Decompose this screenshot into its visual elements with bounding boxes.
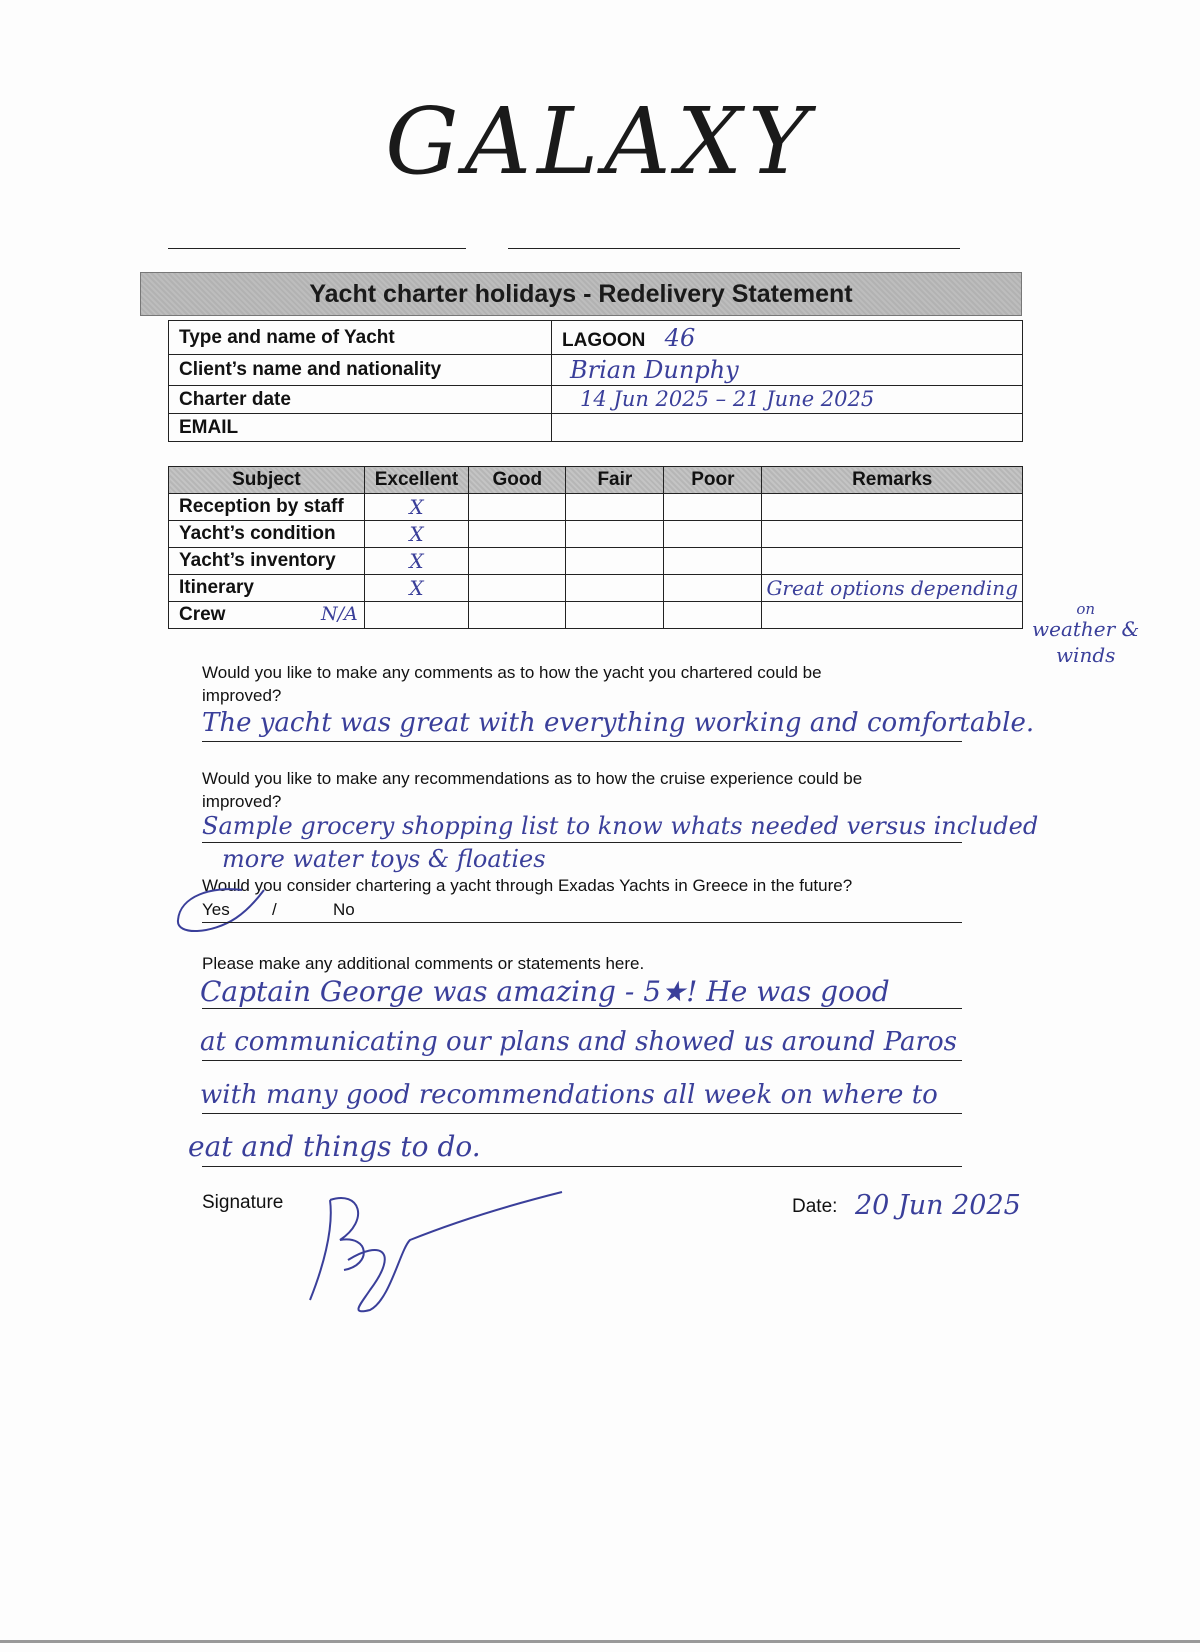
- answer-line: [202, 1008, 962, 1009]
- table-row: [169, 575, 1023, 602]
- scan-edge: [0, 1640, 1200, 1643]
- client-name-label: Client’s name and nationality: [169, 355, 552, 386]
- table-row: [169, 414, 1023, 442]
- remarks-cell: [762, 494, 1023, 521]
- good-mark: [469, 602, 566, 629]
- poor-mark: [664, 494, 762, 521]
- answer-line: [202, 741, 962, 742]
- rating-table: [168, 466, 1023, 629]
- table-row: [169, 521, 1023, 548]
- yacht-type-value: LAGOON 46: [552, 321, 1023, 355]
- comment-line-2: at communicating our plans and showed us around Paros: [200, 1027, 957, 1057]
- subject-cell: Reception by staff: [169, 494, 365, 521]
- email-label: EMAIL: [169, 414, 552, 442]
- galaxy-logo: GALAXY: [385, 88, 815, 195]
- charter-info-table: [168, 320, 1023, 442]
- excellent-mark: X: [364, 548, 468, 575]
- email-value: [552, 414, 1023, 442]
- excellent-mark: [364, 602, 468, 629]
- table-row: [169, 386, 1023, 414]
- remarks-cell: [762, 602, 1023, 629]
- subject-cell: Itinerary: [169, 575, 365, 602]
- table-row: [169, 494, 1023, 521]
- signature-drawing: [300, 1190, 570, 1320]
- fair-mark: [566, 494, 664, 521]
- yes-no-separator: /: [272, 900, 277, 919]
- table-row: [169, 548, 1023, 575]
- question-charter-again: Would you consider chartering a yacht through Exadas Yachts in Greece in the future?: [202, 876, 853, 895]
- fair-mark: [566, 521, 664, 548]
- question-additional-comments: Please make any additional comments or statements here.: [202, 954, 645, 973]
- good-mark: [469, 575, 566, 602]
- date-label: Date:: [792, 1196, 838, 1217]
- divider-line: [508, 248, 960, 249]
- header-subject: Subject: [169, 467, 365, 494]
- yes-circle-mark: [172, 884, 272, 940]
- remarks-margin-note: on weather & winds: [1032, 600, 1140, 667]
- signature-label: Signature: [202, 1192, 284, 1213]
- remarks-cell: [762, 548, 1023, 575]
- header-excellent: Excellent: [364, 467, 468, 494]
- header-good: Good: [469, 467, 566, 494]
- subject-cell: Yacht’s condition: [169, 521, 365, 548]
- comment-line-1: Captain George was amazing - 5★! He was good: [200, 975, 890, 1008]
- table-row: [169, 355, 1023, 386]
- answer-line: [202, 842, 962, 843]
- question-cruise-improve: Would you like to make any recommendations as to how the cruise experience could be improved?: [202, 769, 863, 811]
- fair-mark: [566, 575, 664, 602]
- fair-mark: [566, 548, 664, 575]
- table-row: [169, 321, 1023, 355]
- remarks-cell: Great options depending: [762, 575, 1023, 602]
- answer-line: [202, 1113, 962, 1114]
- subject-cell: Crew N/A: [169, 602, 365, 629]
- table-header-row: [169, 467, 1023, 494]
- header-fair: Fair: [566, 467, 664, 494]
- excellent-mark: X: [364, 494, 468, 521]
- good-mark: [469, 494, 566, 521]
- poor-mark: [664, 602, 762, 629]
- no-label: No: [333, 900, 355, 919]
- yacht-model-handwritten: 46: [664, 323, 696, 352]
- answer-cruise-improve-line2: more water toys & floaties: [222, 845, 546, 873]
- comment-line-4: eat and things to do.: [188, 1130, 481, 1163]
- answer-line: [202, 922, 962, 923]
- client-name-value: [552, 355, 1023, 386]
- question-yacht-improve: Would you like to make any comments as to how the yacht you chartered could be improved?: [202, 663, 822, 705]
- poor-mark: [664, 521, 762, 548]
- subject-cell: Yacht’s inventory: [169, 548, 365, 575]
- comment-line-3: with many good recommendations all week on where to: [200, 1080, 938, 1110]
- yacht-type-label: Type and name of Yacht: [169, 321, 552, 355]
- crew-note-handwritten: N/A: [321, 603, 358, 625]
- yes-label: Yes: [202, 900, 230, 919]
- poor-mark: [664, 575, 762, 602]
- excellent-mark: X: [364, 575, 468, 602]
- client-name-handwritten: Brian Dunphy: [570, 356, 739, 384]
- good-mark: [469, 521, 566, 548]
- fair-mark: [566, 602, 664, 629]
- form-title: Yacht charter holidays - Redelivery Statement: [140, 272, 1022, 316]
- divider-line: [168, 248, 466, 249]
- charter-date-handwritten: 14 Jun 2025 – 21 June 2025: [580, 387, 875, 411]
- answer-cruise-improve-line1: Sample grocery shopping list to know whats needed versus included: [202, 812, 1039, 840]
- good-mark: [469, 548, 566, 575]
- charter-date-label: Charter date: [169, 386, 552, 414]
- remarks-cell: [762, 521, 1023, 548]
- table-row: [169, 602, 1023, 629]
- excellent-mark: X: [364, 521, 468, 548]
- charter-date-value: [552, 386, 1023, 414]
- header-remarks: Remarks: [762, 467, 1023, 494]
- date-handwritten: 20 Jun 2025: [855, 1190, 1021, 1221]
- answer-line: [202, 1166, 962, 1167]
- answer-line: [202, 1060, 962, 1061]
- poor-mark: [664, 548, 762, 575]
- header-poor: Poor: [664, 467, 762, 494]
- answer-yacht-improve: The yacht was great with everything working and comfortable.: [202, 708, 1035, 738]
